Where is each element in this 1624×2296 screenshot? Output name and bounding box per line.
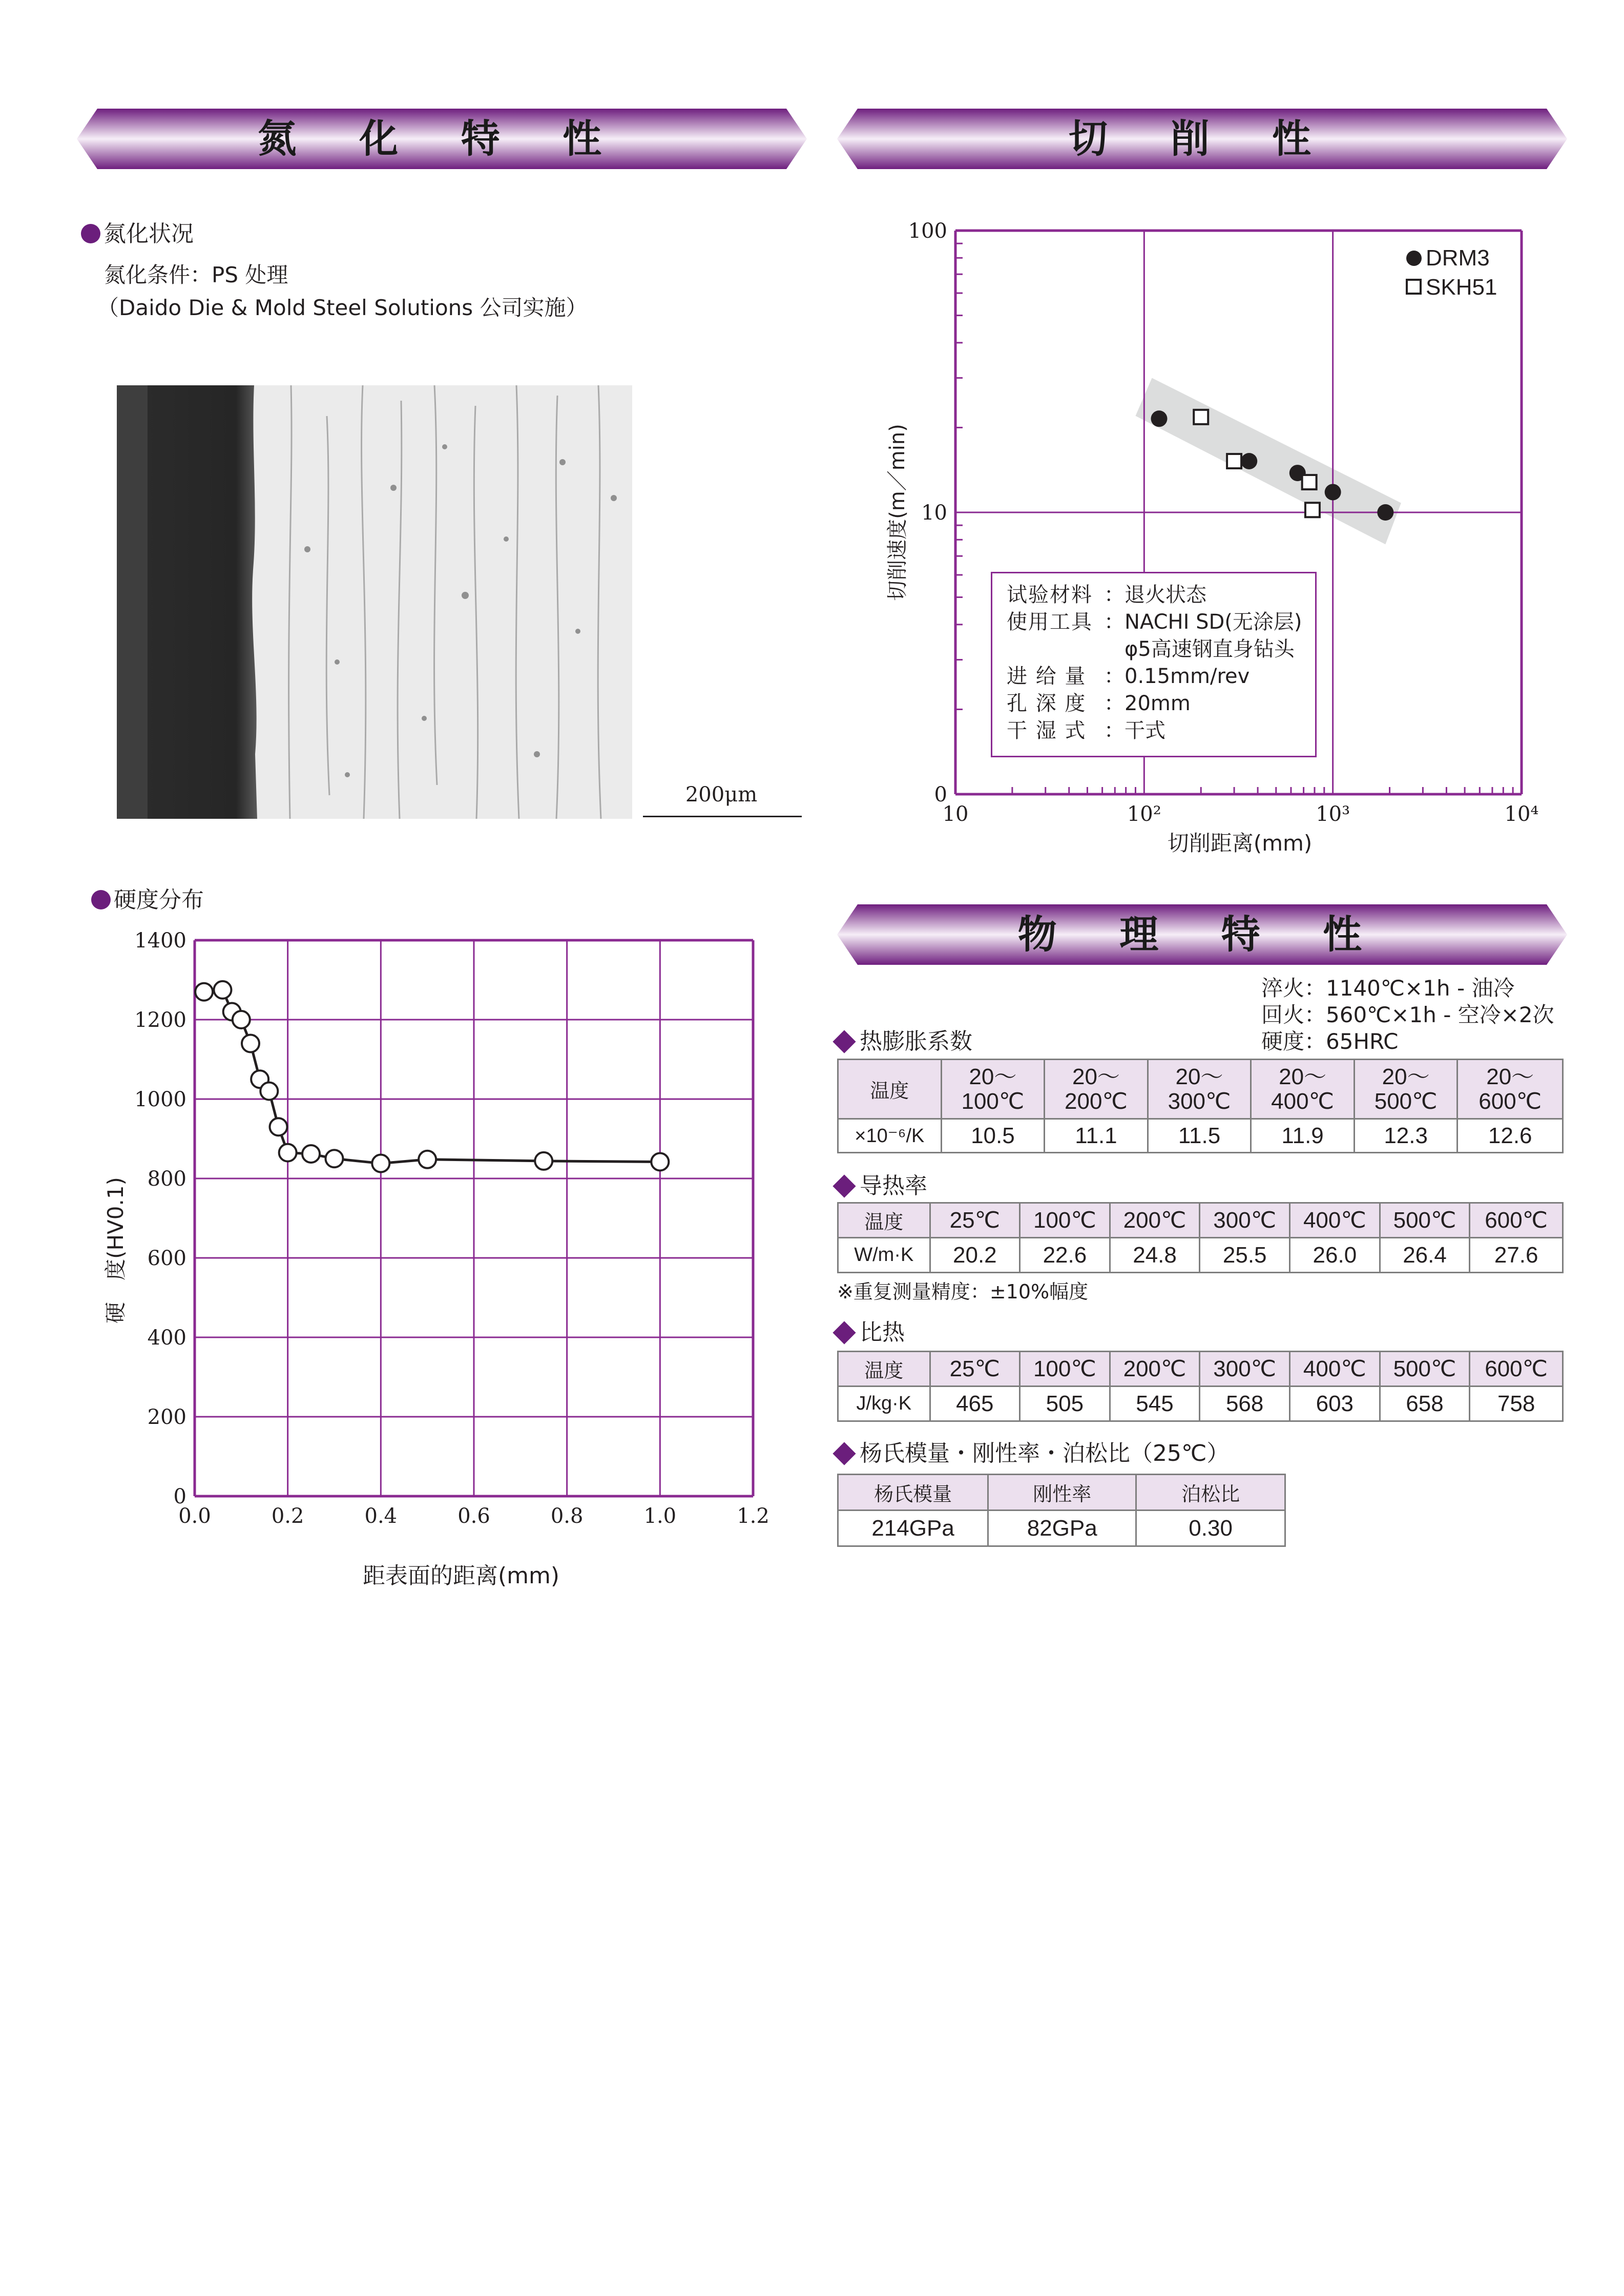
physical-banner xyxy=(837,904,1567,965)
specific-heat-subhead: 比热 xyxy=(832,1314,905,1347)
cutting-ylabel: 切削速度(m／min) xyxy=(886,424,909,601)
x-tick-label: 1.0 xyxy=(643,1504,677,1528)
skh51-point xyxy=(1227,454,1241,468)
hardness-point xyxy=(651,1153,669,1170)
nitriding-condition: 氮化条件：PS 处理 xyxy=(104,262,288,287)
x-tick-label: 10³ xyxy=(1316,802,1350,826)
table-unit-cell: W/m·K xyxy=(838,1238,930,1273)
table-header-cell: 400℃ xyxy=(1290,1203,1380,1238)
hardness-point xyxy=(260,1083,278,1100)
table-unit-cell: J/kg·K xyxy=(838,1387,930,1421)
skh51-point xyxy=(1302,475,1317,489)
table-header-cell: 杨氏模量 xyxy=(838,1475,988,1511)
table-header-cell: 500℃ xyxy=(1380,1203,1470,1238)
nitriding-provider: （Daido Die & Mold Steel Solutions 公司实施） xyxy=(97,295,588,320)
cutting-xlabel: 切削距离(mm) xyxy=(1167,831,1313,856)
hardness-chart-svg xyxy=(0,922,820,1599)
y-tick-label: 200 xyxy=(147,1405,186,1429)
table-cell: 568 xyxy=(1200,1387,1290,1421)
table-header-cell: 200℃ xyxy=(1110,1203,1200,1238)
table-unit-cell: ×10⁻⁶/K xyxy=(838,1119,942,1153)
elastic-table xyxy=(837,1474,1286,1547)
table-header-cell: 20～ 600℃ xyxy=(1458,1060,1563,1119)
table-cell: 465 xyxy=(930,1387,1020,1421)
x-tick-label: 0.6 xyxy=(457,1504,490,1528)
table-header-cell: 300℃ xyxy=(1200,1203,1290,1238)
table-header-cell: 300℃ xyxy=(1200,1352,1290,1387)
table-cell: 11.1 xyxy=(1045,1119,1148,1153)
table-cell: 25.5 xyxy=(1200,1238,1290,1273)
x-tick-label: 0.2 xyxy=(271,1504,304,1528)
condition-row: 使用工具 ：NACHI SD(无涂层) xyxy=(1007,610,1302,634)
hardness-point xyxy=(233,1011,250,1028)
x-tick-label: 0.0 xyxy=(178,1504,211,1528)
condition-row: 进 给 量 ：0.15mm/rev xyxy=(1007,665,1250,688)
physical-title: 物 理 特 性 xyxy=(1017,912,1387,957)
table-header-label: 温度 xyxy=(838,1352,930,1387)
cutting-banner xyxy=(837,109,1567,169)
y-tick-label: 1200 xyxy=(134,1008,186,1032)
table-cell: 545 xyxy=(1110,1387,1200,1421)
condition-row: φ5高速钢直身钻头 xyxy=(1104,637,1295,661)
legend-marker-skh51 xyxy=(1407,280,1421,294)
condition-row: 试验材料 ：退火状态 xyxy=(1007,583,1206,607)
scale-label: 200μm xyxy=(685,783,758,806)
table-header-cell: 600℃ xyxy=(1470,1352,1563,1387)
table-header-label: 温度 xyxy=(838,1060,942,1119)
hardness-point xyxy=(419,1151,436,1168)
nitriding-title: 氮 化 特 性 xyxy=(257,116,627,161)
cutting-title: 切 削 性 xyxy=(1069,116,1336,161)
y-tick-label: 800 xyxy=(147,1167,186,1191)
y-tick-label: 0 xyxy=(934,783,947,806)
y-tick-label: 10 xyxy=(921,501,947,525)
hardness-point xyxy=(195,983,213,1001)
hardness-point xyxy=(270,1118,287,1135)
conductivity-subhead: 导热率 xyxy=(832,1167,927,1200)
skh51-point xyxy=(1305,503,1320,517)
hardness-point xyxy=(279,1144,297,1162)
table-cell: 505 xyxy=(1020,1387,1110,1421)
thermal-expansion-table xyxy=(837,1059,1564,1153)
hardness-point xyxy=(326,1150,343,1167)
x-tick-label: 1.2 xyxy=(737,1504,769,1528)
cutting-band xyxy=(1135,378,1401,545)
diamond-bullet-icon xyxy=(832,1030,856,1053)
condition-row: 孔 深 度 ：20mm xyxy=(1007,692,1191,715)
table-header-cell: 100℃ xyxy=(1020,1352,1110,1387)
table-cell: 27.6 xyxy=(1470,1238,1563,1273)
table-header-cell: 20～ 200℃ xyxy=(1045,1060,1148,1119)
legend-marker-drm3 xyxy=(1406,251,1422,266)
table-header-cell: 400℃ xyxy=(1290,1352,1380,1387)
table-cell: 12.3 xyxy=(1354,1119,1458,1153)
table-cell: 82GPa xyxy=(988,1511,1136,1546)
table-header-cell: 20～ 100℃ xyxy=(941,1060,1045,1119)
table-cell: 20.2 xyxy=(930,1238,1019,1273)
drm3-point xyxy=(1377,504,1393,521)
hardness-ylabel: 硬 度(HV0.1) xyxy=(103,1177,128,1323)
nitriding-subhead: 氮化状况 xyxy=(81,215,194,248)
table-header-cell: 20～ 400℃ xyxy=(1251,1060,1355,1119)
conductivity-note: ※重复测量精度：±10%幅度 xyxy=(837,1280,1089,1303)
x-tick-label: 0.4 xyxy=(364,1504,398,1528)
table-header-cell: 600℃ xyxy=(1470,1203,1563,1238)
table-header-cell: 25℃ xyxy=(930,1352,1020,1387)
y-tick-label: 100 xyxy=(908,219,947,243)
table-cell: 603 xyxy=(1290,1387,1380,1421)
table-header-cell: 20～ 500℃ xyxy=(1354,1060,1458,1119)
diamond-bullet-icon xyxy=(832,1321,856,1344)
hardness-point xyxy=(242,1035,259,1052)
table-cell: 658 xyxy=(1380,1387,1470,1421)
table-header-cell: 泊松比 xyxy=(1136,1475,1285,1511)
drm3-point xyxy=(1325,484,1341,500)
table-header-cell: 100℃ xyxy=(1020,1203,1110,1238)
table-header-cell: 500℃ xyxy=(1380,1352,1470,1387)
table-header-cell: 刚性率 xyxy=(988,1475,1136,1511)
hardness-point xyxy=(372,1155,389,1172)
hardness-chart xyxy=(0,922,820,1599)
nitriding-banner xyxy=(77,109,807,169)
table-cell: 22.6 xyxy=(1020,1238,1110,1273)
table-cell: 11.9 xyxy=(1251,1119,1355,1153)
table-cell: 12.6 xyxy=(1458,1119,1563,1153)
table-cell: 214GPa xyxy=(838,1511,988,1546)
hardness-point xyxy=(214,981,232,999)
y-tick-label: 400 xyxy=(147,1326,186,1350)
bullet-dot-icon xyxy=(81,224,100,243)
table-header-cell: 200℃ xyxy=(1110,1352,1200,1387)
conductivity-table xyxy=(837,1202,1564,1273)
y-tick-label: 600 xyxy=(147,1247,186,1270)
drm3-point xyxy=(1241,453,1257,469)
heat-treatment-hardness: 硬度：65HRC xyxy=(1261,1029,1399,1054)
bullet-dot-icon xyxy=(91,890,111,909)
table-cell: 26.0 xyxy=(1290,1238,1380,1273)
thermal-expansion-subhead: 热膨胀系数 xyxy=(832,1023,972,1056)
diamond-bullet-icon xyxy=(832,1174,856,1197)
condition-row: 干 湿 式 ：干式 xyxy=(1007,719,1165,742)
table-header-cell: 25℃ xyxy=(930,1203,1019,1238)
y-tick-label: 1400 xyxy=(134,929,186,953)
drm3-point xyxy=(1151,410,1167,427)
hardness-point xyxy=(302,1145,320,1163)
elastic-subhead: 杨氏模量・刚性率・泊松比（25℃） xyxy=(832,1435,1229,1467)
specific-heat-table xyxy=(837,1351,1564,1422)
diamond-bullet-icon xyxy=(832,1442,856,1465)
x-tick-label: 10² xyxy=(1127,802,1161,826)
legend-label-drm3: DRM3 xyxy=(1426,245,1490,271)
heat-treatment-temper: 回火：560℃×1h - 空冷×2次 xyxy=(1261,1002,1554,1027)
table-cell: 0.30 xyxy=(1136,1511,1285,1546)
x-tick-label: 0.8 xyxy=(550,1504,584,1528)
table-cell: 758 xyxy=(1470,1387,1563,1421)
table-cell: 11.5 xyxy=(1148,1119,1251,1153)
y-tick-label: 1000 xyxy=(134,1088,186,1111)
cutting-chart-svg xyxy=(861,205,1568,871)
hardness-point xyxy=(535,1152,552,1170)
hardness-xlabel: 距表面的距离(mm) xyxy=(362,1563,560,1589)
micrograph-image xyxy=(117,385,632,819)
hardness-subhead: 硬度分布 xyxy=(91,881,204,914)
table-cell: 10.5 xyxy=(941,1119,1045,1153)
scale-bar xyxy=(643,816,802,817)
hardness-curve xyxy=(204,990,660,1164)
y-tick-label: 0 xyxy=(173,1485,186,1508)
legend-label-skh51: SKH51 xyxy=(1426,275,1497,300)
table-cell: 24.8 xyxy=(1110,1238,1200,1273)
table-header-label: 温度 xyxy=(838,1203,930,1238)
heat-treatment-quench: 淬火：1140℃×1h - 油冷 xyxy=(1261,976,1515,1001)
skh51-point xyxy=(1194,410,1208,424)
cutting-conditions-box xyxy=(991,572,1317,757)
x-tick-label: 10 xyxy=(942,802,969,826)
table-cell: 26.4 xyxy=(1380,1238,1470,1273)
x-tick-label: 10⁴ xyxy=(1504,802,1539,826)
table-header-cell: 20～ 300℃ xyxy=(1148,1060,1251,1119)
cutting-chart xyxy=(861,205,1568,871)
